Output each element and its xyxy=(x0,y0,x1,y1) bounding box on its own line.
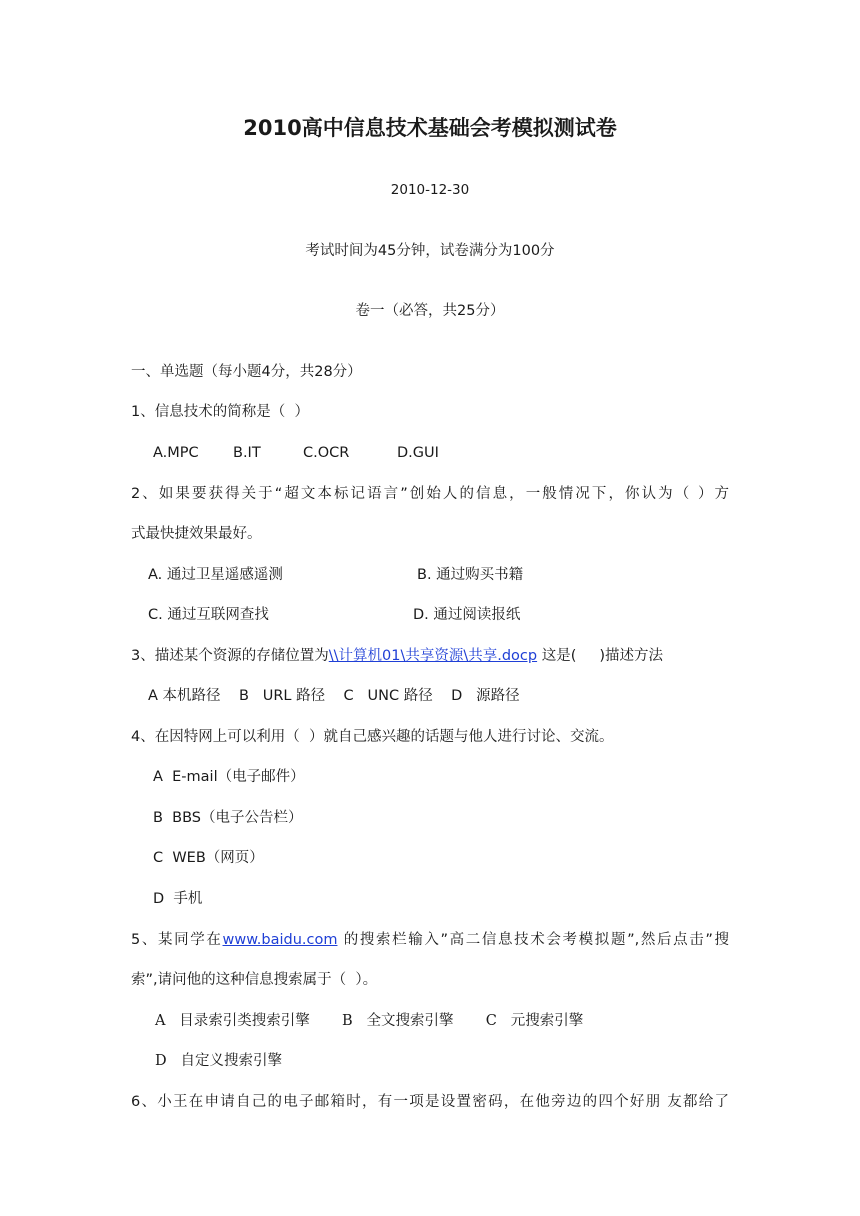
question-1-option-a: A.MPC xyxy=(153,445,199,461)
question-6-stem: 6、小王在申请自己的电子邮箱时，有一项是设置密码，在他旁边的四个好朋 友都给了 xyxy=(131,1094,729,1110)
question-2-option-c: C. 通过互联网查找 xyxy=(148,607,269,623)
question-1-option-c: C.OCR xyxy=(303,445,350,461)
question-5-stem xyxy=(131,930,729,950)
question-4-option-d: D 手机 xyxy=(153,891,203,907)
question-2-stem-line2: 式最快捷效果最好。 xyxy=(131,526,262,542)
question-1-option-b: B.IT xyxy=(233,445,261,461)
question-2-option-a: A. 通过卫星遥感遥测 xyxy=(148,567,283,583)
document-title: 2010高中信息技术基础会考模拟测试卷 xyxy=(243,116,617,140)
question-3-stem xyxy=(131,646,663,666)
question-2-stem-line1: 2、如果要获得关于“超文本标记语言”创始人的信息，一般情况下，你认为（ ）方 xyxy=(131,486,729,502)
question-4-stem: 4、在因特网上可以利用（ ）就自己感兴趣的话题与他人进行讨论、交流。 xyxy=(131,729,614,745)
question-5-stem-line2: 索”,请问他的这种信息搜索属于（ ）。 xyxy=(131,972,378,988)
question-4-option-b: B BBS（电子公告栏） xyxy=(153,810,303,826)
question-2-option-d: D. 通过阅读报纸 xyxy=(413,607,521,623)
section-header: 一、单选题（每小题4分，共28分） xyxy=(131,364,362,380)
question-5-stem-prefix: 5、某同学在 xyxy=(131,932,223,948)
question-5-options: A 目录索引类搜索引擎 B 全文搜索引擎 C 元搜索引擎 xyxy=(155,1013,584,1029)
question-5-option-d: D 自定义搜索引擎 xyxy=(155,1053,282,1069)
question-4-option-a: A E-mail（电子邮件） xyxy=(153,769,305,785)
exam-info: 考试时间为45分钟，试卷满分为100分 xyxy=(305,243,555,259)
question-5-baidu-link[interactable]: www.baidu.com xyxy=(222,932,338,948)
question-3-path-link[interactable]: \\计算机01\共享资源\共享.docp xyxy=(328,648,538,664)
part-header: 卷一（必答，共25分） xyxy=(355,303,505,319)
question-3-options: A 本机路径 B URL 路径 C UNC 路径 D 源路径 xyxy=(148,688,520,704)
question-5-stem-suffix: 的搜索栏输入”高二信息技术会考模拟题”,然后点击”搜 xyxy=(337,932,729,948)
question-2-option-b: B. 通过购买书籍 xyxy=(417,567,524,583)
question-3-stem-suffix: 这是( )描述方法 xyxy=(537,648,664,664)
question-3-stem-prefix: 3、描述某个资源的存储位置为 xyxy=(131,648,329,664)
question-1-stem: 1、信息技术的简称是（ ） xyxy=(131,404,309,420)
question-4-option-c: C WEB（网页） xyxy=(153,850,264,866)
question-1-option-d: D.GUI xyxy=(397,445,439,461)
document-date: 2010-12-30 xyxy=(390,182,470,198)
